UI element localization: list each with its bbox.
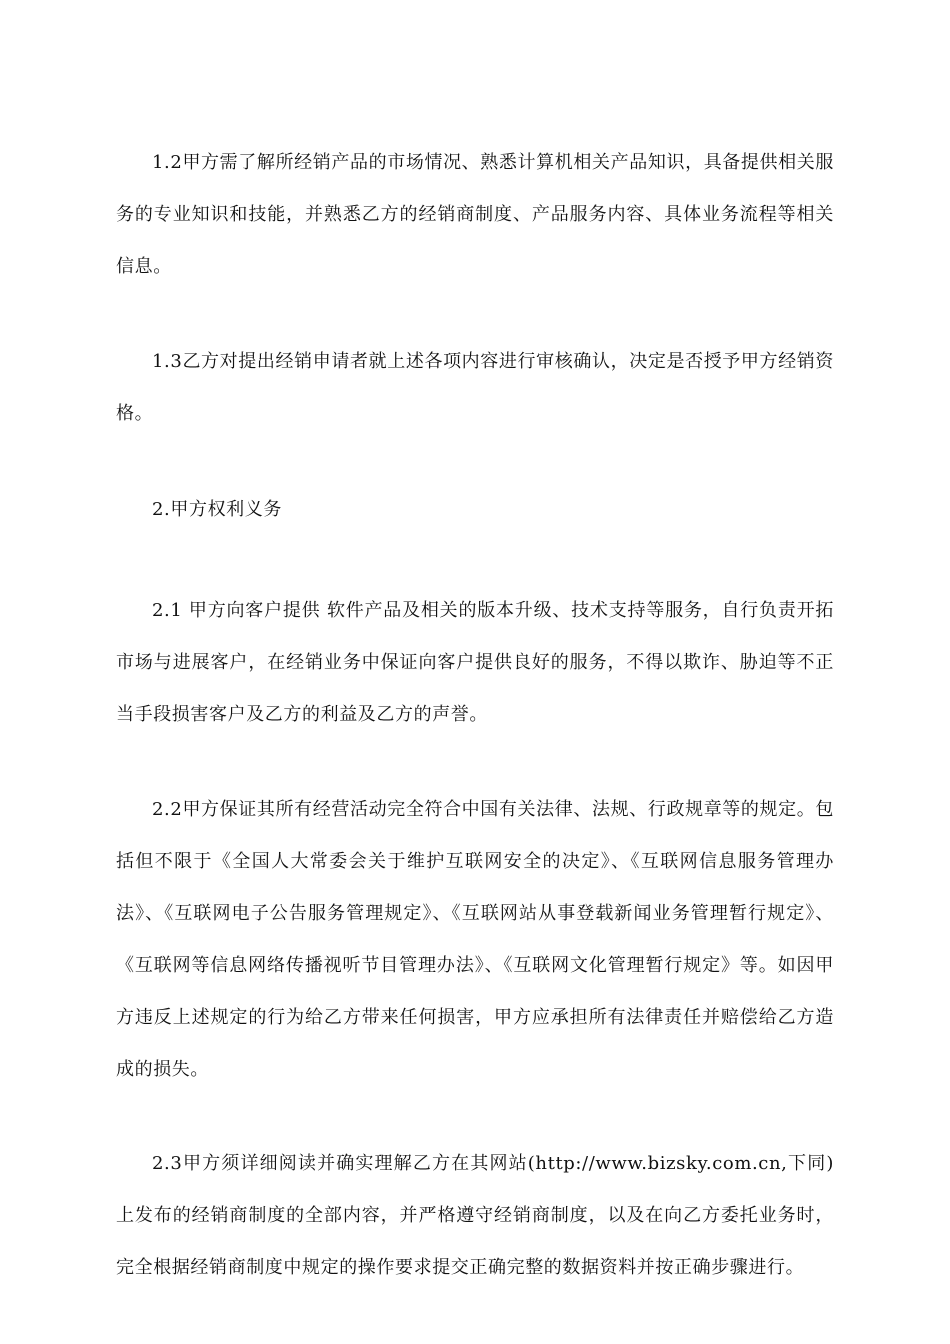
clause-1-2-paragraph: 1.2甲方需了解所经销产品的市场情况、熟悉计算机相关产品知识，具备提供相关服务的专业知识和技能，并熟悉乙方的经销商制度、产品服务内容、具体业务流程等相关信息。 [116,152,834,277]
clause-1-3-paragraph: 1.3乙方对提出经销申请者就上述各项内容进行审核确认，决定是否授予甲方经销资格。 [116,351,834,424]
clause-2-2-paragraph: 2.2甲方保证其所有经营活动完全符合中国有关法律、法规、行政规章等的规定。包括但不限于《全国人大常委会关于维护互联网安全的决定》、《互联网信息服务管理办法》、《互联网电子公告服务管理规定》、《互联网站从事登载新闻业务管理暂行规定》、《互联网等信息网络传播视听节目管理办法》、《互联网文化管理暂行规定》等。如因甲方违反上述规定的行为给乙方带来任何损害，甲方应承担所有法律责任并赔偿给乙方造成的损失。 [116,799,834,1080]
section-2-heading: 2.甲方权利义务 [152,499,282,520]
clause-2-1-paragraph: 2.1 甲方向客户提供 软件产品及相关的版本升级、技术支持等服务，自行负责开拓市场与进展客户，在经销业务中保证向客户提供良好的服务，不得以欺诈、胁迫等不正当手段损害客户及乙方的利益及乙方的声誉。 [116,600,834,725]
clause-2-3-paragraph: 2.3甲方须详细阅读并确实理解乙方在其网站(http://www.bizsky.com.cn,下同)上发布的经销商制度的全部内容，并严格遵守经销商制度，以及在向乙方委托业务时，完全根据经销商制度中规定的操作要求提交正确完整的数据资料并按正确步骤进行。 [116,1153,834,1278]
